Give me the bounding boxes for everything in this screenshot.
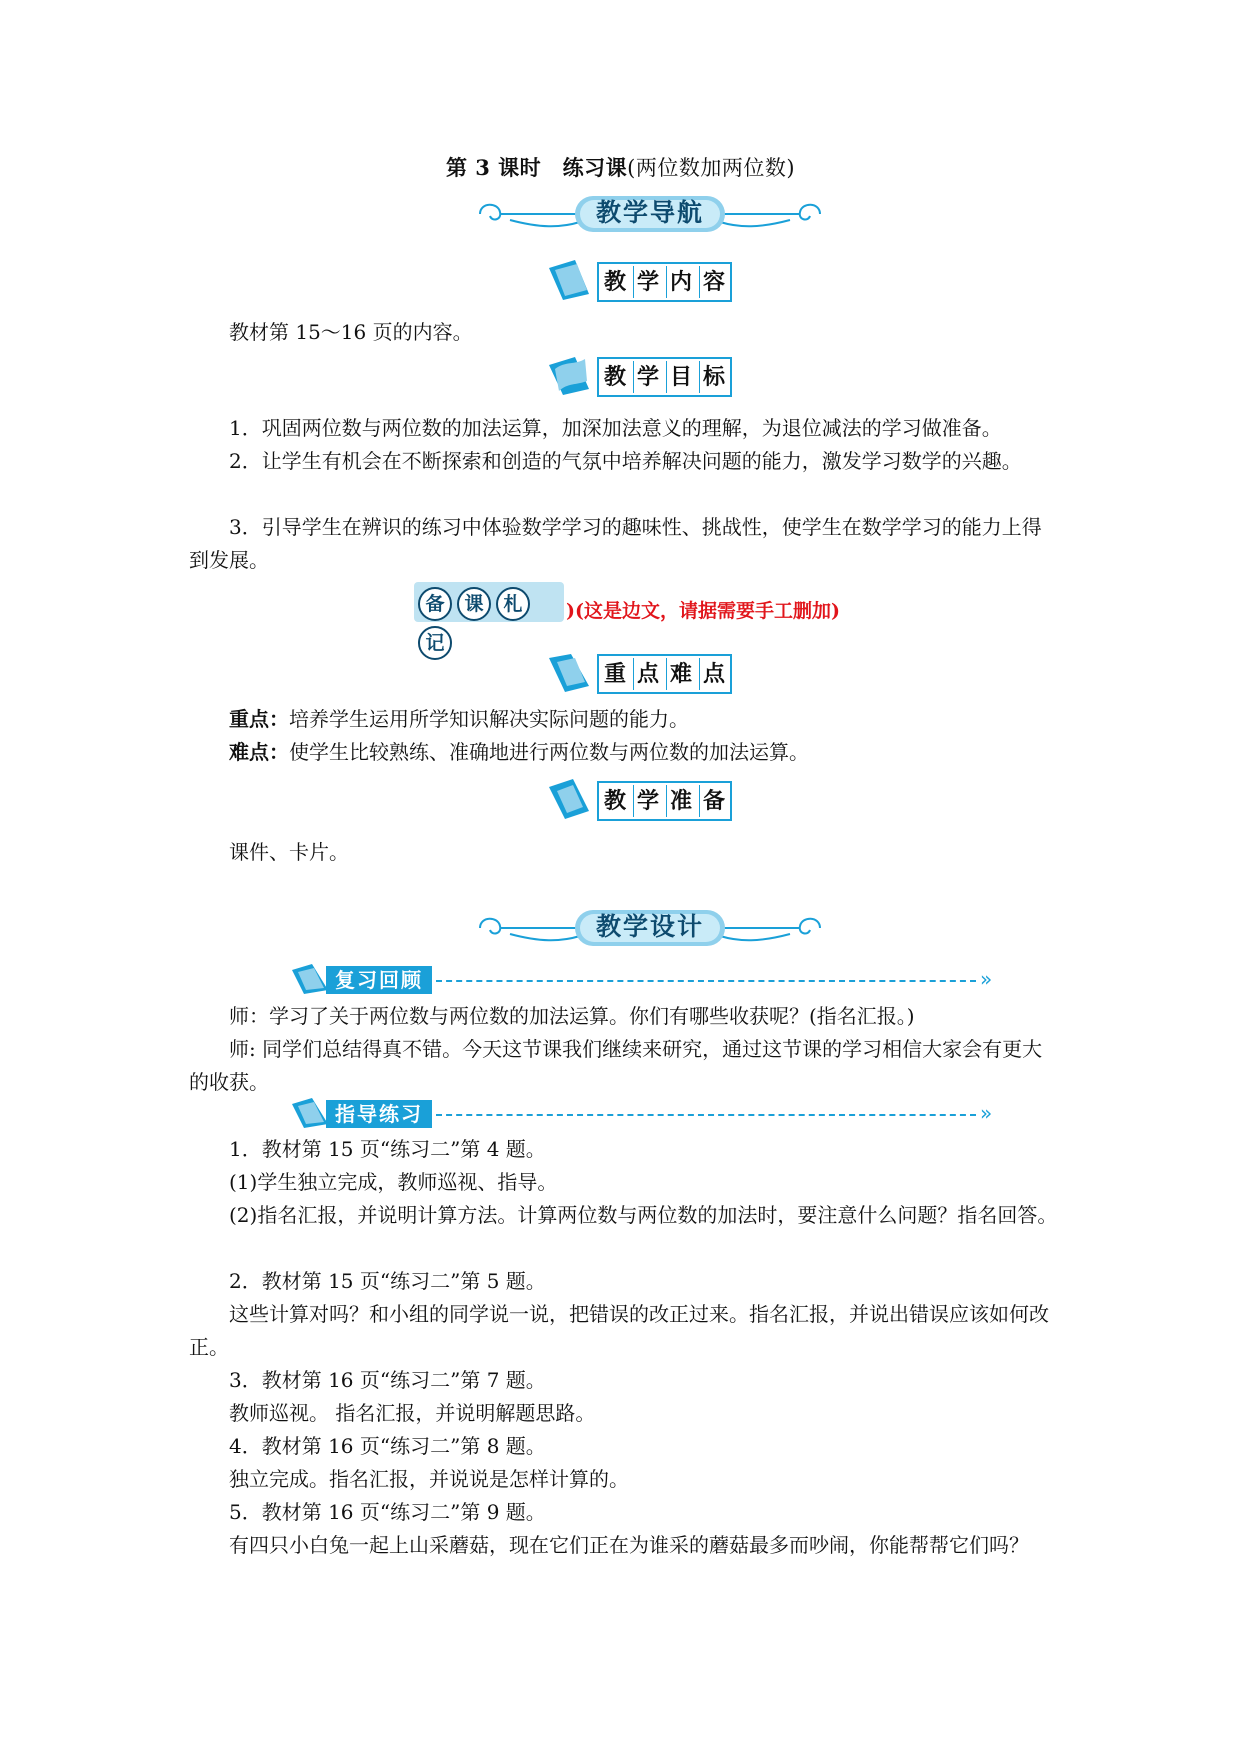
practice-line: (2)指名汇报，并说明计算方法。计算两位数与两位数的加法时，要注意什么问题？指名回答。 (229, 1203, 1058, 1227)
difficulty-label: 难点： (229, 740, 289, 764)
note-char: 课 (457, 587, 491, 621)
book-icon (545, 775, 593, 821)
section-bar-label: 复习回顾 (326, 966, 432, 994)
practice-line: 独立完成。指名汇报，并说说是怎样计算的。 (229, 1467, 629, 1491)
goal-item-3: 3．引导学生在辨识的练习中体验数学学习的趣味性、挑战性，使学生在数学学习的能力上得到发展。 (189, 515, 1042, 572)
heading-char: 学 (633, 266, 662, 298)
book-icon (545, 648, 593, 694)
section-bar-divider (436, 1114, 976, 1116)
review-paragraph-1: 师：学习了关于两位数与两位数的加法运算。你们有哪些收获呢？(指名汇报。) (229, 1004, 915, 1028)
heading-char: 点 (699, 658, 728, 690)
lesson-note-badge (414, 582, 564, 654)
practice-line: 教师巡视。 指名汇报，并说明解题思路。 (229, 1401, 596, 1425)
practice-line: 3．教材第 16 页“练习二”第 7 题。 (229, 1368, 546, 1392)
banner-teaching-design (470, 906, 830, 950)
goal-item-2: 2．让学生有机会在不断探索和创造的气氛中培养解决问题的能力，激发学习数学的兴趣。 (229, 449, 1022, 473)
heading-char: 重 (603, 661, 626, 687)
practice-line: 1．教材第 15 页“练习二”第 4 题。 (229, 1137, 546, 1161)
content-text: 教材第 15～16 页的内容。 (229, 320, 473, 344)
book-icon (290, 1094, 330, 1130)
key-point (229, 703, 1059, 736)
practice-line: (1)学生独立完成，教师巡视、指导。 (229, 1170, 558, 1194)
heading-char: 准 (666, 785, 695, 817)
lesson-title-main: 第 3 课时 练习课 (445, 155, 628, 180)
lesson-note-text: )(这是边文，请据需要手工删加) (566, 600, 840, 622)
review-paragraph-2: 师: 同学们总结得真不错。今天这节课我们继续来研究，通过这节课的学习相信大家会有更大的收获。 (189, 1037, 1043, 1094)
note-char: 记 (418, 626, 452, 660)
practice-line: 有四只小白兔一起上山采蘑菇，现在它们正在为谁采的蘑菇最多而吵闹，你能帮帮它们吗？ (229, 1533, 1029, 1557)
section-bar-review (290, 966, 1010, 996)
section-heading-boxes (597, 654, 732, 694)
difficulty-point (229, 736, 1059, 769)
heading-char: 教 (603, 269, 626, 295)
heading-char: 容 (699, 266, 728, 298)
banner-title: 教学导航 (595, 198, 704, 227)
heading-char: 学 (633, 361, 662, 393)
note-char: 备 (418, 587, 452, 621)
section-bar-label: 指导练习 (326, 1100, 432, 1128)
double-arrow-icon: » (980, 1101, 993, 1125)
banner-title: 教学设计 (595, 912, 704, 941)
difficulty-text: 使学生比较熟练、准确地进行两位数与两位数的加法运算。 (289, 740, 809, 764)
book-icon (545, 256, 593, 302)
section-heading-boxes (597, 781, 732, 821)
goal-item-1: 1．巩固两位数与两位数的加法运算，加深加法意义的理解，为退位减法的学习做准备。 (229, 416, 1002, 440)
heading-char: 标 (699, 361, 728, 393)
practice-line: 2．教材第 15 页“练习二”第 5 题。 (229, 1269, 546, 1293)
prep-text: 课件、卡片。 (229, 840, 349, 864)
heading-char: 备 (699, 785, 728, 817)
heading-char: 教 (603, 788, 626, 814)
book-icon (290, 960, 330, 996)
heading-char: 教 (603, 364, 626, 390)
section-heading-boxes (597, 357, 732, 397)
double-arrow-icon: » (980, 967, 993, 991)
section-bar-divider (436, 980, 976, 982)
practice-line: 4．教材第 16 页“练习二”第 8 题。 (229, 1434, 546, 1458)
heading-char: 内 (666, 266, 695, 298)
key-point-text: 培养学生运用所学知识解决实际问题的能力。 (289, 707, 689, 731)
lesson-title-sub: (两位数加两位数) (627, 156, 796, 180)
practice-line: 这些计算对吗？和小组的同学说一说，把错误的改正过来。指名汇报，并说出错误应该如何改正。 (189, 1302, 1049, 1359)
key-point-label: 重点： (229, 707, 289, 731)
section-bar-practice (290, 1100, 1010, 1130)
heading-char: 难 (666, 658, 695, 690)
lesson-title (0, 152, 1241, 182)
book-icon (545, 351, 593, 397)
practice-line: 5．教材第 16 页“练习二”第 9 题。 (229, 1500, 546, 1524)
banner-teaching-nav (470, 192, 830, 236)
heading-char: 学 (633, 785, 662, 817)
heading-char: 目 (666, 361, 695, 393)
section-heading-boxes (597, 262, 732, 302)
note-char: 札 (496, 587, 530, 621)
heading-char: 点 (633, 658, 662, 690)
